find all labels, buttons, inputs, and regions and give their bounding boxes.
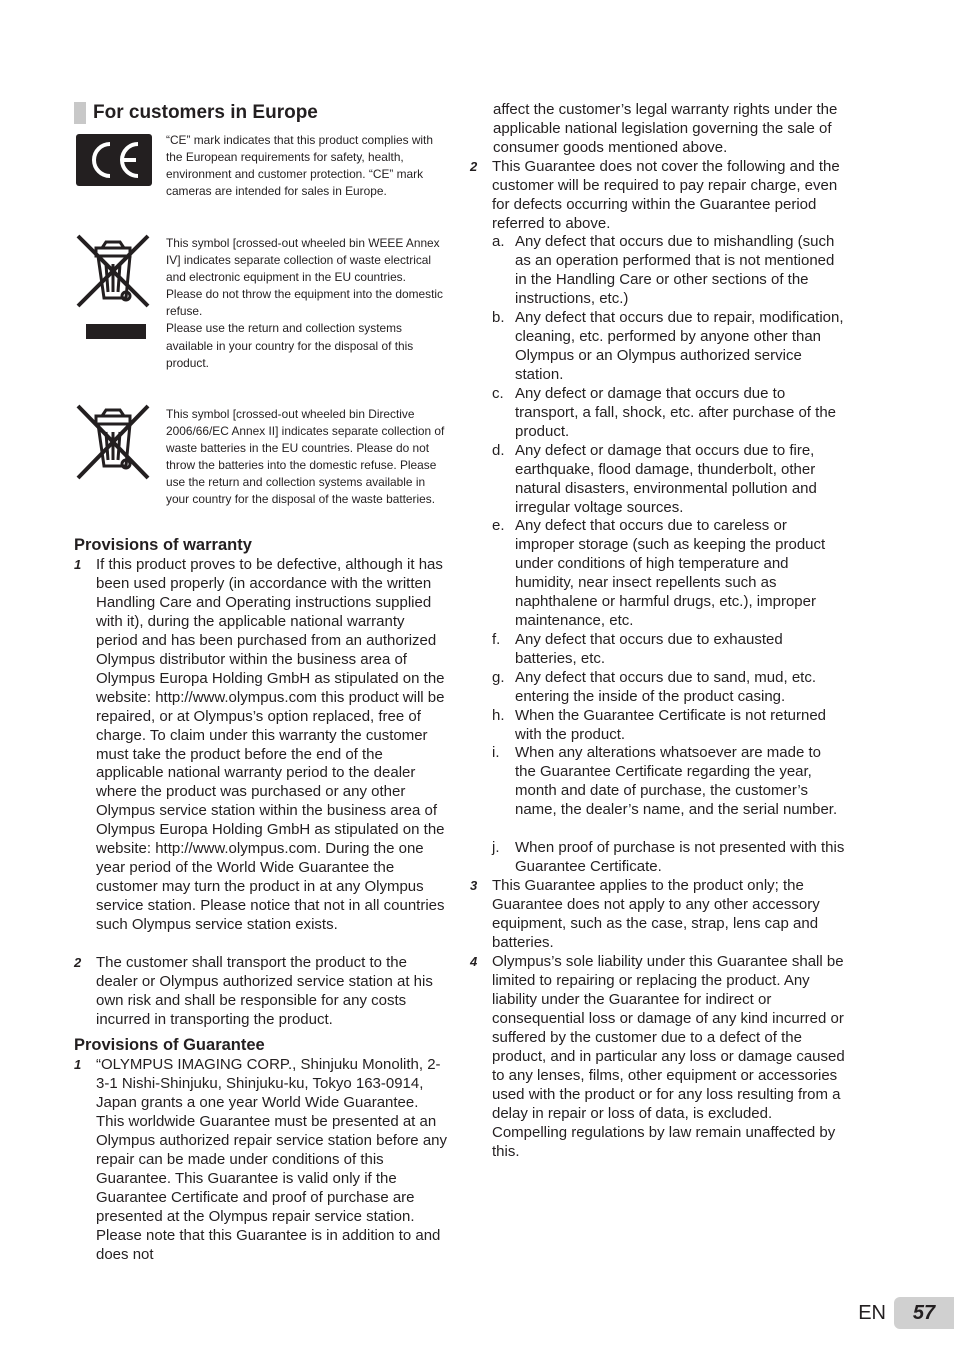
battery-description: This symbol [crossed-out wheeled bin Directive 2006/66/EC Annex II] indicates separate collection of waste batteries in the EU countries. Please do not throw the batteries into the domestic refuse. Please use the return and collection systems available in your country for the disposal of the waste batteries.	[166, 407, 445, 507]
guarantee-item-1	[74, 1056, 450, 1266]
item-letter: i.	[492, 744, 500, 761]
heading-marker	[74, 102, 86, 124]
item-text: Any defect that occurs due to careless or improper storage (such as keeping the product under conditions of high temperature and humidity, near insect repellents such as naphthalene or harmful drugs, etc.), improper maintenance, etc.	[515, 517, 826, 629]
exclusion-item-g	[492, 669, 846, 707]
item-number: 3	[470, 878, 478, 893]
item-letter: h.	[492, 707, 505, 724]
item-number: 1	[74, 557, 82, 572]
item-letter: d.	[492, 442, 505, 459]
guarantee-item-2	[470, 158, 846, 234]
ce-description: “CE” mark indicates that this product complies with the European requirements for safety, health, environment and customer protection. “CE” mark cameras are intended for sales in Europe.	[166, 133, 433, 199]
exclusion-item-j	[492, 839, 846, 877]
item-text: When any alterations whatsoever are made to the Guarantee Certificate regarding the year, month and date of purchase, the customer’s name, the dealer’s name, and the serial number.	[515, 744, 838, 818]
section-title: For customers in Europe	[93, 102, 318, 123]
item-text: This Guarantee applies to the product only; the Guarantee does not apply to any other accessory equipment, such as the case, strap, lens cap and batteries.	[492, 877, 820, 951]
item-number: 2	[470, 159, 478, 174]
item-text: Any defect or damage that occurs due to fire, earthquake, flood damage, thunderbolt, other natural disasters, environmental pollution and irregular voltage sources.	[515, 442, 817, 516]
guarantee-heading: Provisions of Guarantee	[74, 1036, 265, 1054]
language-label: EN	[858, 1301, 886, 1324]
page-number: 57	[894, 1297, 954, 1329]
item-number: 2	[74, 955, 82, 970]
item-letter: j.	[492, 839, 500, 856]
section-heading	[74, 102, 318, 124]
ce-mark-icon	[76, 134, 152, 186]
item-text: This Guarantee does not cover the following and the customer will be required to pay repair charge, even for defects occurring within the Guarantee period referred to above.	[492, 158, 840, 232]
exclusion-item-c	[492, 385, 846, 442]
exclusion-item-e	[492, 517, 846, 631]
guarantee-item-4	[470, 953, 846, 1163]
warranty-item-1	[74, 556, 450, 954]
weee-description: This symbol [crossed-out wheeled bin WEEE Annex IV] indicates separate collection of waste electrical and electronic equipment in the EU countries. Please do not throw the equipment into the domestic refuse. Please use the return and collection systems available in your country for the disposal of this product.	[166, 236, 443, 370]
guarantee-item-3	[470, 877, 846, 953]
item-letter: g.	[492, 669, 505, 686]
exclusion-list	[470, 233, 846, 878]
item-text: When the Guarantee Certificate is not returned with the product.	[515, 707, 827, 743]
exclusion-item-i	[492, 744, 846, 839]
exclusion-item-d	[492, 442, 846, 518]
ce-notice	[74, 134, 450, 220]
item-text: Any defect that occurs due to repair, modification, cleaning, etc. performed by anyone other than Olympus or an Olympus authorized service station.	[515, 309, 844, 383]
exclusion-item-h	[492, 707, 846, 745]
item-text: Olympus’s sole liability under this Guarantee shall be limited to repairing or replacing the product. Any liability under the Guarantee for indirect or consequential loss or damage of any kind incurred or suffered by the customer due to a defect of the product, and in particular any loss or damage caused to any lenses, films, other equipment or accessories used with the product or for any loss resulting from a delay in repair or loss of data, is excluded. Compelling regulations by law remain unaffected by this.	[492, 953, 845, 1160]
item-number: 4	[470, 954, 478, 969]
item-text: When proof of purchase is not presented with this Guarantee Certificate.	[515, 839, 845, 875]
warranty-item-2	[74, 954, 450, 1034]
exclusion-item-a	[492, 233, 846, 309]
item-letter: b.	[492, 309, 505, 326]
item-text: “OLYMPUS IMAGING CORP., Shinjuku Monolith, 2-3-1 Nishi-Shinjuku, Shinjuku-ku, Tokyo 163-0914, Japan grants a one year World Wide Guarantee. This worldwide Guarantee must be presented at an Olympus authorized repair service station before any repair can be made under conditions of this Guarantee. This Guarantee is valid only if the Guarantee Certificate and proof of purchase are presented at the Olympus repair service station. Please note that this Guarantee is in addition to and does not	[96, 1056, 448, 1263]
item-text: If this product proves to be defective, although it has been used properly (in accordance with the written Handling Care and Operating instructions supplied with it), during the applicable national warranty period and has been purchased from an authorized Olympus distributor within the business area of Olympus Europa Holding GmbH as stipulated on the website: http://www.olympus.com this product will be repaired, or at Olympus’s option replaced, free of charge. To claim under this warranty the customer must take the product before the end of the applicable national warranty period to the dealer where the product was purchased or any other Olympus service station within the business area of Olympus Europa Holding GmbH as stipulated on the website: http://www.olympus.com. During the one year period of the World Wide Guarantee the customer may turn the product in at any Olympus service station. Please notice that not in all countries such Olympus service station exists.	[96, 556, 445, 934]
item-text: Any defect that occurs due to sand, mud, etc. entering the inside of the product casing.	[515, 669, 817, 705]
item-number: 1	[74, 1057, 82, 1072]
item-text: Any defect or damage that occurs due to transport, a fall, shock, etc. after purchase of the product.	[515, 385, 836, 440]
item-text: The customer shall transport the product to the dealer or Olympus authorized service station at his own risk and shall be responsible for any costs incurred in transporting the product.	[96, 954, 433, 1028]
exclusion-item-f	[492, 631, 846, 669]
item-letter: c.	[492, 385, 504, 402]
item-letter: e.	[492, 517, 505, 534]
exclusion-item-b	[492, 309, 846, 385]
item-text: Any defect that occurs due to mishandling (such as an operation performed that is not mentioned in the Handling Care or other sections of the instructions, etc.)	[515, 233, 835, 307]
item-letter: f.	[492, 631, 501, 648]
battery-notice	[74, 404, 450, 524]
crossed-battery-bin-icon	[76, 404, 150, 480]
page-footer	[858, 1297, 954, 1329]
item-text: Any defect that occurs due to exhausted batteries, etc.	[515, 631, 783, 667]
item-letter: a.	[492, 233, 505, 250]
weee-notice	[74, 234, 450, 394]
guarantee-item-1-continued: affect the customer’s legal warranty rights under the applicable national legislation governing the sale of consumer goods mentioned above.	[493, 101, 838, 156]
warranty-heading: Provisions of warranty	[74, 536, 252, 554]
crossed-bin-icon	[76, 234, 150, 340]
